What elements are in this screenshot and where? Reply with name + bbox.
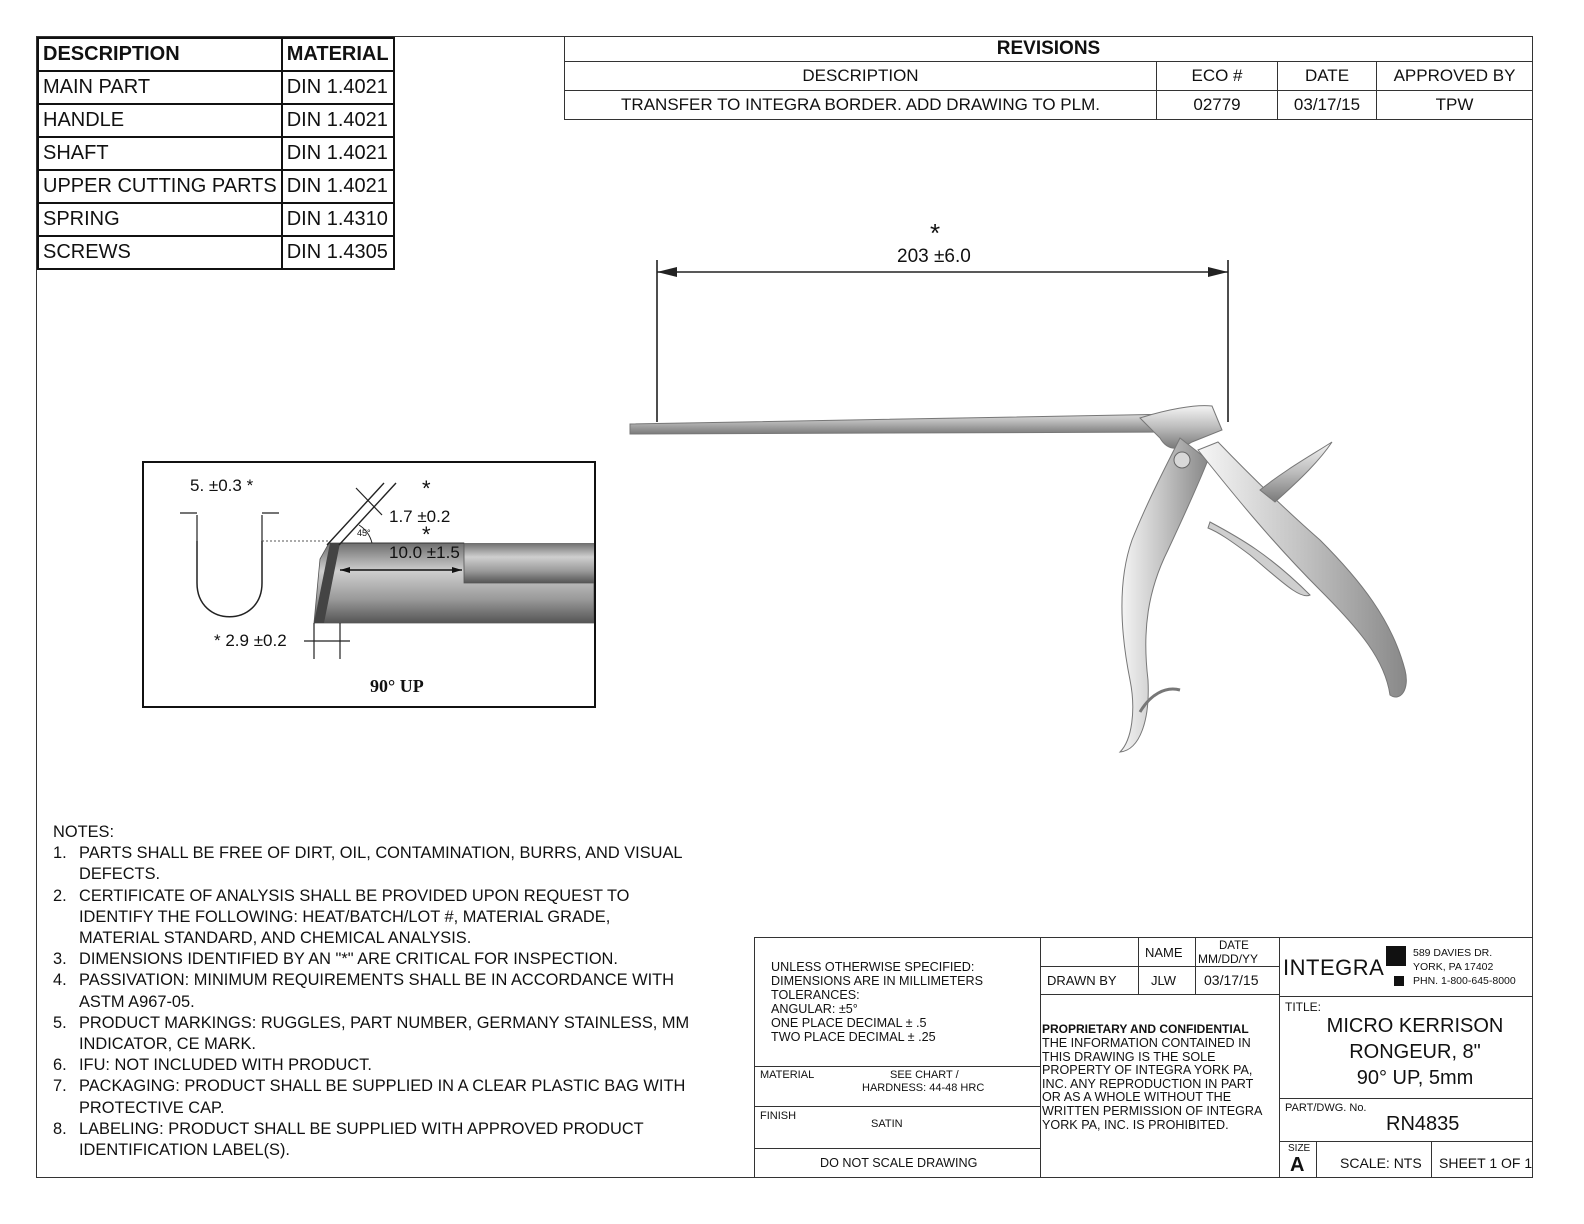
proprietary-line: THE INFORMATION CONTAINED IN (1042, 1036, 1251, 1050)
material-row-description: SCREWS (38, 236, 282, 269)
note-item (53, 970, 693, 1012)
note-item (53, 886, 693, 950)
scale-value: SCALE: NTS (1340, 1155, 1422, 1171)
proprietary-line: OR AS A WHOLE WITHOUT THE (1042, 1090, 1232, 1105)
overall-dimension-label: 203 ±6.0 (897, 246, 971, 267)
tolerances-block (771, 960, 983, 1044)
size-value: A (1290, 1154, 1305, 1176)
revisions-header-approved: APPROVED BY (1377, 62, 1533, 91)
rongeur-illustration (620, 390, 1420, 770)
tolerance-line: UNLESS OTHERWISE SPECIFIED: (771, 960, 975, 974)
detail-caption: 90° UP (370, 676, 424, 696)
material-row-description: MAIN PART (38, 71, 282, 104)
company-phone: PHN. 1-800-645-8000 (1413, 975, 1516, 987)
company-address-line2: YORK, PA 17402 (1413, 961, 1494, 973)
company-address-line1: 589 DAVIES DR. (1413, 947, 1493, 959)
material-row-value: DIN 1.4021 (282, 104, 394, 137)
hardness-value: HARDNESS: 44-48 HRC (862, 1082, 985, 1094)
note-text: PACKAGING: PRODUCT SHALL BE SUPPLIED IN A CLEAR PLASTIC BAG WITH PROTECTIVE CAP. (79, 1077, 686, 1117)
note-number: 1. (53, 844, 67, 863)
detail-tip-critical-mark: * (422, 476, 431, 501)
notes-heading: NOTES: (53, 823, 115, 841)
date-format-header: MM/DD/YY (1198, 952, 1258, 966)
sheet-value: SHEET 1 OF 1 (1439, 1155, 1533, 1171)
note-number: 6. (53, 1056, 67, 1075)
tolerance-line: ONE PLACE DECIMAL ± .5 (771, 1016, 927, 1030)
tolerance-line: TOLERANCES: (771, 988, 860, 1002)
note-item (53, 1013, 693, 1055)
note-text: PASSIVATION: MINIMUM REQUIREMENTS SHALL BE IN ACCORDANCE WITH ASTM A967-05. (79, 971, 674, 1011)
note-number: 8. (53, 1119, 67, 1138)
revision-description: TRANSFER TO INTEGRA BORDER. ADD DRAWING TO PLM. (565, 91, 1157, 120)
drawing-title (1300, 1013, 1530, 1091)
drawing-title-line: 90° UP, 5mm (1356, 1067, 1474, 1089)
overall-critical-mark: * (930, 218, 941, 248)
date-header: DATE (1219, 940, 1249, 952)
detail-tip-dimension: 1.7 ±0.2 (389, 507, 451, 526)
part-number-label: PART/DWG. No. (1285, 1102, 1367, 1114)
detail-thickness-dimension: * 2.9 ±0.2 (214, 631, 287, 650)
material-row-description: SPRING (38, 203, 282, 236)
material-header-material: MATERIAL (282, 38, 394, 71)
proprietary-line: WRITTEN PERMISSION OF INTEGRA (1042, 1103, 1263, 1118)
part-number: RN4835 (1386, 1113, 1460, 1135)
note-text: IFU: NOT INCLUDED WITH PRODUCT. (79, 1056, 372, 1075)
note-item (53, 1055, 693, 1076)
company-logo: INTEGRA (1283, 955, 1385, 980)
material-row-value: DIN 1.4021 (282, 71, 394, 104)
logo-mark-icon (1386, 946, 1406, 966)
detail-angle-label: 45° (357, 528, 371, 538)
revisions-header-eco: ECO # (1157, 62, 1278, 91)
note-item (53, 1119, 693, 1161)
finish-value: SATIN (871, 1118, 903, 1130)
size-label: SIZE (1288, 1143, 1311, 1154)
note-text: CERTIFICATE OF ANALYSIS SHALL BE PROVIDED UPON REQUEST TO IDENTIFY THE FOLLOWING: HEAT/BATCH/LOT #, MATERIAL GRADE, MATERIAL STANDARD, AND CHEMICAL ANALYSIS. (79, 886, 630, 948)
proprietary-line: PROPERTY OF INTEGRA YORK PA, (1042, 1063, 1253, 1078)
note-item (53, 843, 693, 885)
drawn-date: 03/17/15 (1204, 972, 1259, 988)
tip-detail-drawing (144, 463, 594, 706)
do-not-scale-note: DO NOT SCALE DRAWING (820, 1156, 978, 1170)
revisions-table (564, 36, 1533, 120)
note-text: PRODUCT MARKINGS: RUGGLES, PART NUMBER, GERMANY STAINLESS, MM INDICATOR, CE MARK. (79, 1013, 690, 1054)
drawing-title-line: MICRO KERRISON (1326, 1015, 1504, 1037)
material-header-description: DESCRIPTION (38, 38, 282, 71)
tolerance-line: DIMENSIONS ARE IN MILLIMETERS (771, 974, 984, 988)
logo-mark-small-icon (1394, 976, 1404, 986)
note-text: LABELING: PRODUCT SHALL BE SUPPLIED WITH APPROVED PRODUCT IDENTIFICATION LABEL(S). (79, 1119, 644, 1160)
note-number: 3. (53, 950, 67, 969)
revisions-header-date: DATE (1278, 62, 1377, 91)
revision-approved: TPW (1377, 91, 1533, 120)
material-value: SEE CHART / (890, 1069, 959, 1081)
revisions-header-description: DESCRIPTION (565, 62, 1157, 91)
material-row-value: DIN 1.4021 (282, 137, 394, 170)
note-number: 4. (53, 971, 67, 990)
revisions-title: REVISIONS (565, 37, 1533, 62)
detail-length-critical-mark: * (422, 522, 431, 547)
material-row-description: SHAFT (38, 137, 282, 170)
material-row-value: DIN 1.4021 (282, 170, 394, 203)
detail-length-dimension: 10.0 ±1.5 (389, 543, 460, 562)
tolerance-line: TWO PLACE DECIMAL ± .25 (771, 1030, 936, 1044)
drawn-by-label: DRAWN BY (1047, 973, 1117, 988)
drawing-title-line: RONGEUR, 8" (1349, 1041, 1481, 1063)
note-text: PARTS SHALL BE FREE OF DIRT, OIL, CONTAMINATION, BURRS, AND VISUAL DEFECTS. (79, 844, 682, 884)
proprietary-line: INC. ANY REPRODUCTION IN PART (1042, 1076, 1254, 1091)
material-row-description: UPPER CUTTING PARTS (38, 170, 282, 203)
note-number: 2. (53, 886, 67, 905)
material-row-description: HANDLE (38, 104, 282, 137)
tolerance-line: ANGULAR: ±5° (771, 1002, 858, 1016)
drawn-by-name: JLW (1151, 973, 1177, 988)
proprietary-title: PROPRIETARY AND CONFIDENTIAL (1042, 1022, 1249, 1036)
material-label: MATERIAL (760, 1069, 815, 1081)
proprietary-line: THIS DRAWING IS THE SOLE (1042, 1049, 1216, 1064)
revision-eco: 02779 (1157, 91, 1278, 120)
title-label: TITLE: (1285, 1000, 1322, 1014)
material-table (37, 37, 395, 270)
notes-section (53, 822, 693, 1161)
proprietary-notice (1042, 1037, 1262, 1132)
note-item (53, 1076, 693, 1118)
note-text: DIMENSIONS IDENTIFIED BY AN "*" ARE CRITICAL FOR INSPECTION. (79, 950, 618, 969)
name-header: NAME (1145, 945, 1183, 960)
proprietary-line: YORK PA, INC. IS PROHIBITED. (1042, 1117, 1229, 1132)
detail-width-dimension: 5. ±0.3 * (190, 476, 254, 495)
material-row-value: DIN 1.4310 (282, 203, 394, 236)
revision-date: 03/17/15 (1278, 91, 1377, 120)
note-number: 5. (53, 1013, 67, 1032)
finish-label: FINISH (760, 1110, 797, 1122)
note-number: 7. (53, 1077, 67, 1096)
note-item (53, 949, 693, 970)
material-row-value: DIN 1.4305 (282, 236, 394, 269)
